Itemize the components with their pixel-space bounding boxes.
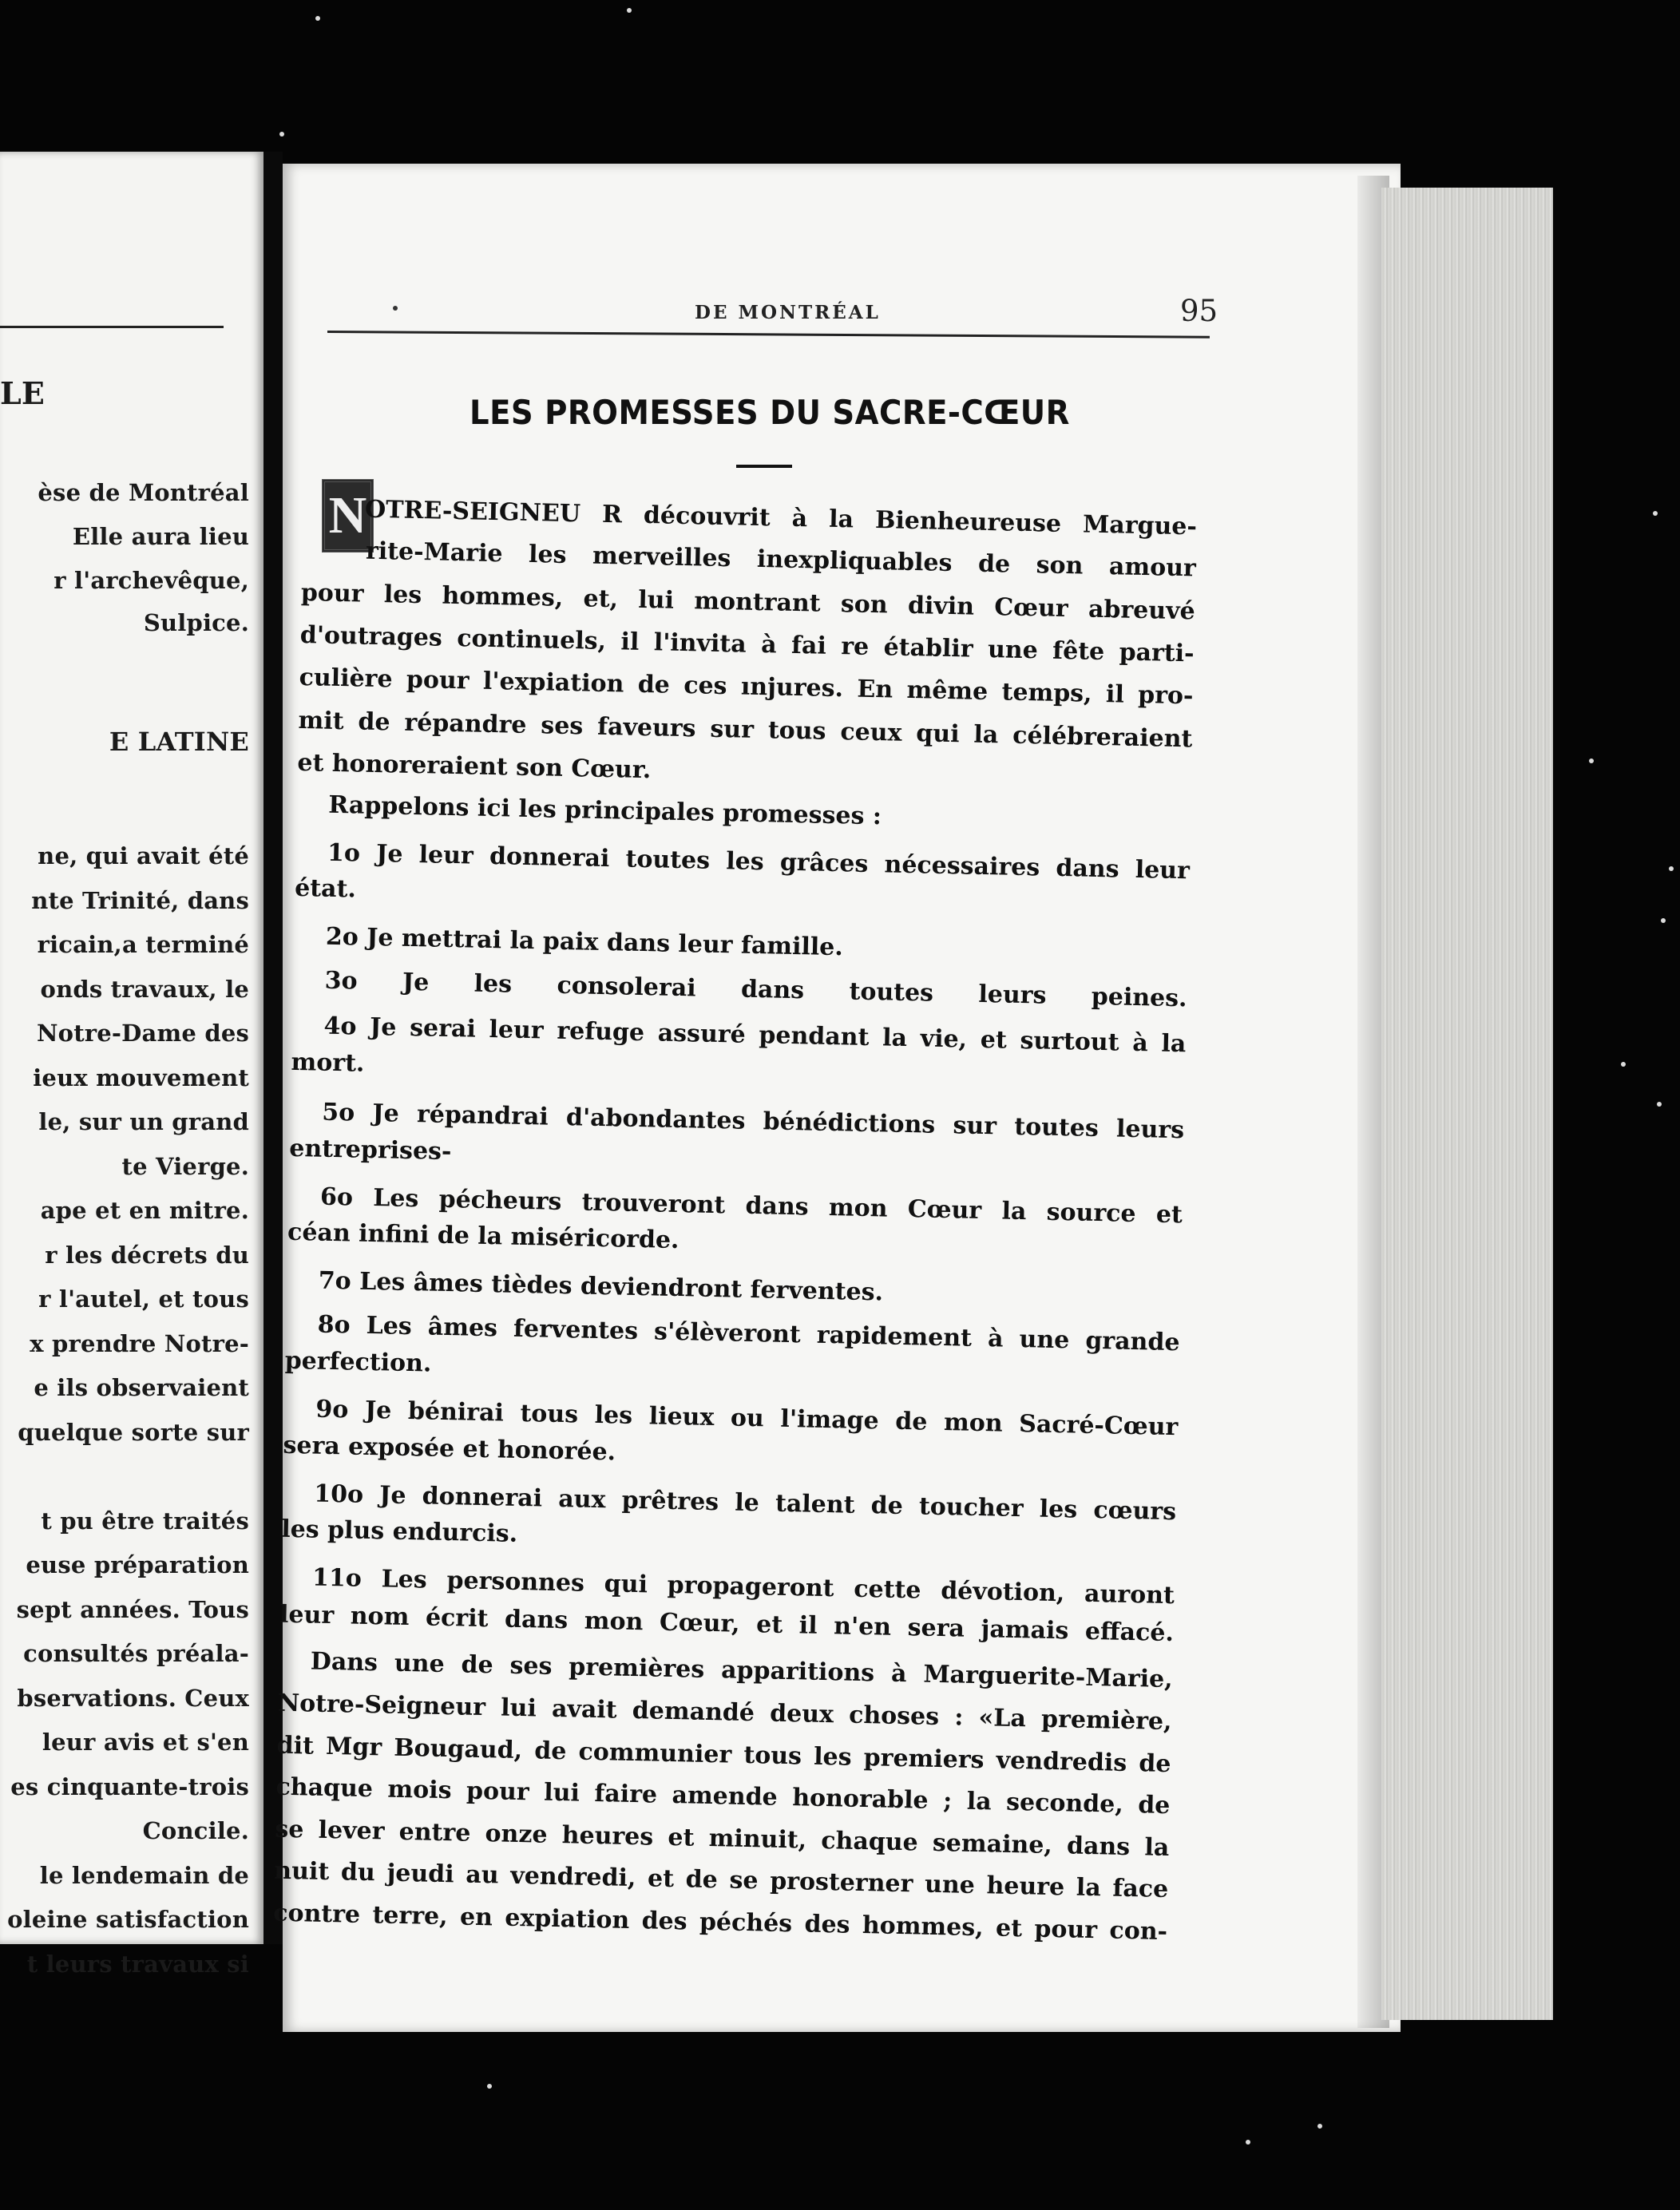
speck — [1589, 758, 1594, 763]
left-line: consultés préala- — [23, 1640, 249, 1667]
body-line: les plus endurcis. — [280, 1515, 518, 1548]
left-line: r l'autel, et tous — [38, 1285, 249, 1313]
body-line: 5o Je répandrai d'abondantes bénédictions sur toutes leurs — [321, 1098, 1185, 1145]
body-line: 7o Les âmes tièdes deviendront ferventes. — [318, 1266, 884, 1307]
body-line: Dans une de ses premières apparitions à Marguerite-Marie, — [310, 1647, 1174, 1694]
speck — [1317, 2124, 1322, 2129]
left-line: ne, qui avait été — [38, 842, 249, 869]
running-head: DE MONTRÉAL — [695, 302, 881, 323]
body-line: état. — [294, 873, 357, 904]
left-line: r l'archevêque, — [53, 567, 249, 594]
left-line: sept années. Tous — [16, 1595, 249, 1623]
body-line: chaque mois pour lui faire amende honorable ; la seconde, de — [275, 1772, 1171, 1820]
left-line: le lendemain de — [39, 1861, 249, 1889]
left-line: e ils observaient — [34, 1374, 249, 1401]
body-line: et honoreraient son Cœur. — [297, 748, 652, 785]
body-line: dit Mgr Bougaud, de communier tous les premiers vendredis de — [276, 1731, 1171, 1779]
body-line: 9o Je bénirai tous les lieux ou l'image de mon Sacré-Cœur — [315, 1395, 1179, 1442]
speck — [1657, 1102, 1662, 1107]
body-line: 10o Je donnerai aux prêtres le talent de toucher les cœurs — [313, 1479, 1177, 1527]
left-line: ape et en mitre. — [40, 1197, 249, 1224]
left-section-fragment: E LATINE — [109, 727, 249, 757]
left-line: t leurs travaux si — [26, 1950, 249, 1978]
page-number: 95 — [1180, 294, 1218, 328]
body-line: pour les hommes, et, lui montrant son divin Cœur abreuvé — [300, 578, 1196, 626]
left-line: ieux mouvement — [33, 1063, 249, 1091]
left-line: euse préparation — [26, 1551, 249, 1578]
body-line: 11o Les personnes qui propageront cette dévotion, auront — [311, 1563, 1175, 1610]
speck — [315, 16, 320, 21]
left-line: te Vierge. — [121, 1152, 249, 1180]
speck — [1621, 1062, 1626, 1067]
speck — [1653, 511, 1658, 516]
body-line: nuit du jeudi au vendredi, et de se prosterner une heure la face — [274, 1856, 1169, 1904]
body-line: céan infini de la miséricorde. — [287, 1218, 680, 1255]
body-line: d'outrages continuels, il l'invita à fai re établir une fête parti- — [299, 620, 1195, 668]
body-line: perfection. — [284, 1346, 432, 1378]
body-line: Notre-Seigneur lui avait demandé deux choses : «La première, — [277, 1689, 1172, 1737]
left-heading-fragment: LE — [0, 375, 46, 411]
speck — [1661, 918, 1666, 923]
body-line: culière pour l'expiation de ces ınjures. En même temps, il pro- — [299, 663, 1194, 711]
speck — [1246, 2140, 1250, 2145]
body-line: 2o Je mettrai la paix dans leur famille. — [325, 922, 844, 962]
speck — [627, 8, 632, 13]
body-line: 4o Je serai leur refuge assuré pendant la vie, et surtout à la — [323, 1012, 1187, 1059]
body-line: se lever entre onze heures et minuit, chaque semaine, dans la — [275, 1815, 1170, 1863]
drop-cap: N — [322, 479, 374, 552]
body-text — [272, 475, 1205, 1962]
speck — [279, 132, 284, 137]
left-line: x prendre Notre- — [30, 1329, 249, 1357]
left-line: èse de Montréal — [38, 479, 249, 506]
left-line: t pu être traités — [41, 1507, 249, 1535]
body-line: OTRE-SEIGNEU R découvrit à la Bienheureuse Margue- — [364, 495, 1198, 541]
left-line: Notre-Dame des — [36, 1020, 249, 1047]
body-line: sera exposée et honorée. — [283, 1431, 616, 1467]
speck — [1669, 866, 1674, 871]
body-line: 8o Les âmes ferventes s'élèveront rapidement à une grande — [317, 1310, 1180, 1357]
left-line: bservations. Ceux — [17, 1684, 249, 1712]
left-line: Sulpice. — [143, 609, 249, 636]
left-line: Concile. — [142, 1817, 249, 1844]
body-line: rite-Marie les merveilles inexpliquables de son amour — [365, 537, 1197, 583]
body-line: entreprises- — [288, 1134, 452, 1166]
page-edges — [1381, 188, 1553, 2020]
left-line: Elle aura lieu — [72, 523, 249, 550]
body-line: leur nom écrit dans mon Cœur, et il n'en sera jamais effacé. — [279, 1600, 1175, 1648]
header-dot — [393, 306, 398, 311]
left-line: r les décrets du — [45, 1241, 249, 1269]
body-line: 1o Je leur donnerai toutes les grâces nécessaires dans leur — [327, 838, 1191, 885]
body-line: 3o Je les consolerai dans toutes leurs peines. — [324, 966, 1187, 1013]
left-line: le, sur un grand — [38, 1108, 249, 1135]
body-line: mort. — [291, 1048, 365, 1078]
body-line: Rappelons ici les principales promesses : — [327, 790, 882, 831]
chapter-title: LES PROMESSES DU SACRE-CŒUR — [470, 393, 1070, 432]
body-line: mit de répandre ses faveurs sur tous ceux qui la célébreraient — [298, 706, 1193, 754]
title-rule — [736, 465, 792, 468]
body-line: contre terre, en expiation des péchés des hommes, et pour con- — [272, 1899, 1168, 1947]
left-header-rule — [0, 326, 224, 328]
left-line: es cinquante-trois — [10, 1772, 249, 1800]
left-line: onds travaux, le — [40, 975, 249, 1003]
body-line: 6o Les pécheurs trouveront dans mon Cœur la source et — [319, 1182, 1183, 1230]
left-line: quelque sorte sur — [18, 1418, 249, 1446]
left-line: nte Trinité, dans — [31, 886, 249, 914]
left-line: leur avis et s'en — [42, 1729, 249, 1756]
left-line: oleine satisfaction — [7, 1906, 249, 1933]
left-line: ricain,a terminé — [37, 931, 249, 958]
left-page — [0, 152, 263, 1978]
speck — [487, 2084, 492, 2089]
